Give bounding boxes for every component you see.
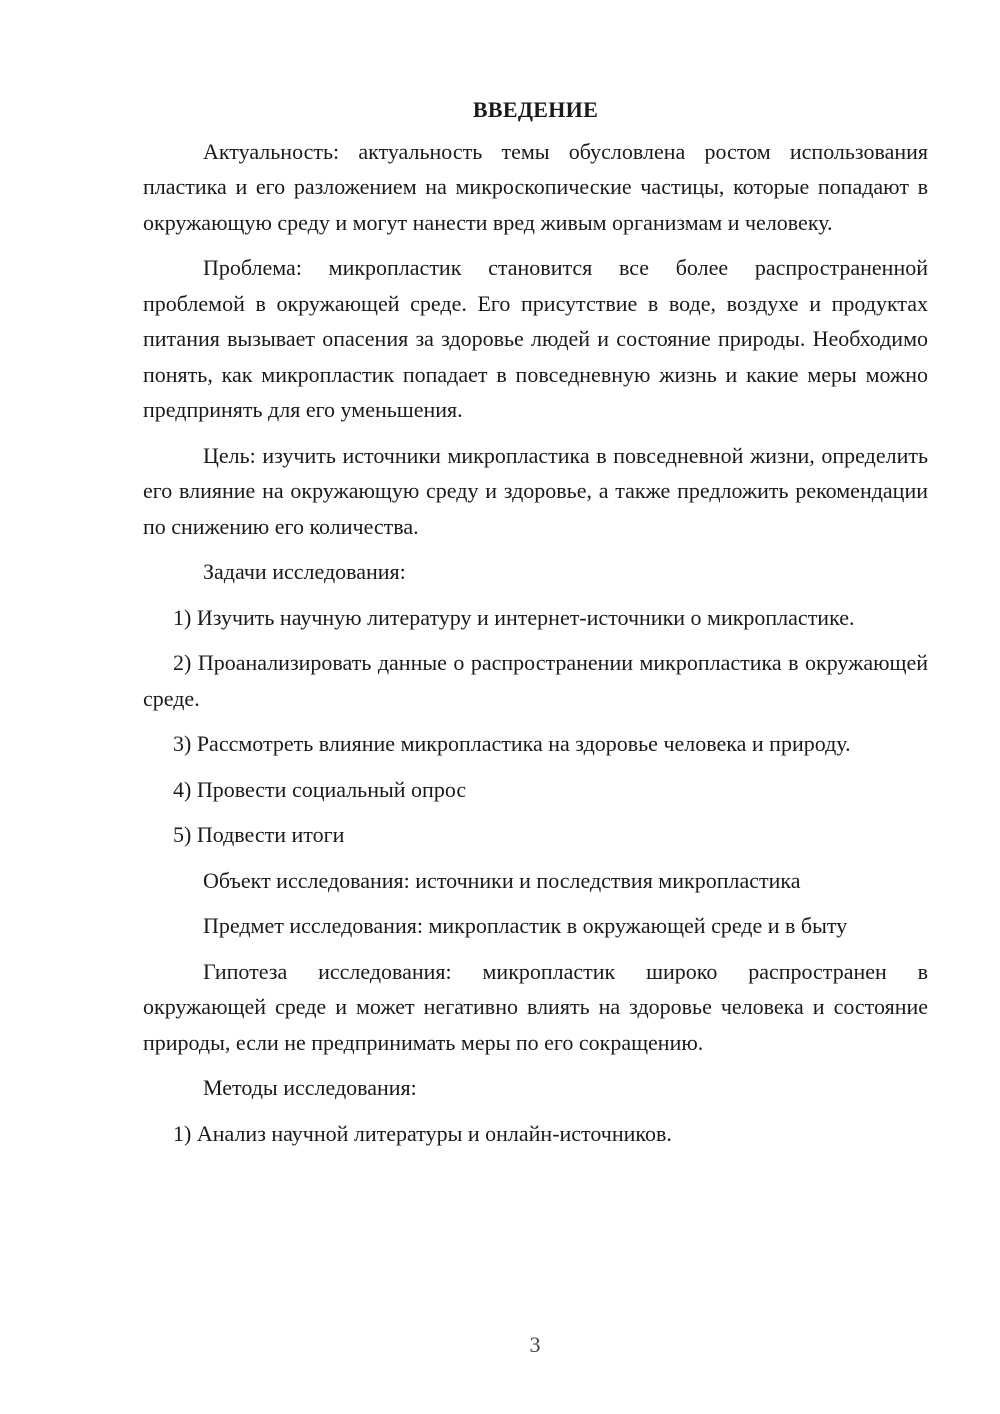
paragraph-problem: Проблема: микропластик становится все более распространенной проблемой в окружающей среде. Его присутствие в воде, воздухе и продуктах питания вызывает опасения за здоровье людей и состояние природы. Необходимо понять, как микропластик попадает в повседневную жизнь и какие меры можно предпринять для его уменьшения. [143,255,928,422]
task-item-5: 5) Подвести итоги [173,822,345,847]
task-item-4: 4) Провести социальный опрос [173,776,467,802]
page-number: 3 [529,1332,541,1357]
tasks-heading: Задачи исследования: [203,559,406,584]
task-item-1: 1) Изучить научную литературу и интернет-источники о микропластике. [173,604,855,630]
document-page [143,92,928,1161]
paragraph-subject: Предмет исследования: микропластик в окружающей среде и в быту [203,913,848,938]
paragraph-relevance: Актуальность: актуальность темы обусловлена ростом использования пластика и его разложением на микроскопические частицы, которые попадают в окружающую среду и могут нанести вред живым организмам и человеку. [143,138,928,235]
task-item-3: 3) Рассмотреть влияние микропластика на здоровье человека и природу. [173,731,851,756]
section-title: ВВЕДЕНИЕ [472,97,599,122]
paragraph-object: Объект исследования: источники и последствия микропластика [203,867,801,893]
paragraph-hypothesis: Гипотеза исследования: микропластик широко распространен в окружающей среде и может негативно влиять на здоровье человека и состояние природы, если не предпринимать меры по его сокращению. [143,958,928,1055]
paragraph-goal: Цель: изучить источники микропластика в повседневной жизни, определить его влияние на окружающую среду и здоровье, а также предложить рекомендации по снижению его количества. [143,442,928,539]
method-item-1: 1) Анализ научной литературы и онлайн-источников. [173,1120,672,1146]
task-item-2: 2) Проанализировать данные о распространении микропластика в окружающей среде. [143,650,928,711]
methods-heading: Методы исследования: [203,1075,417,1100]
